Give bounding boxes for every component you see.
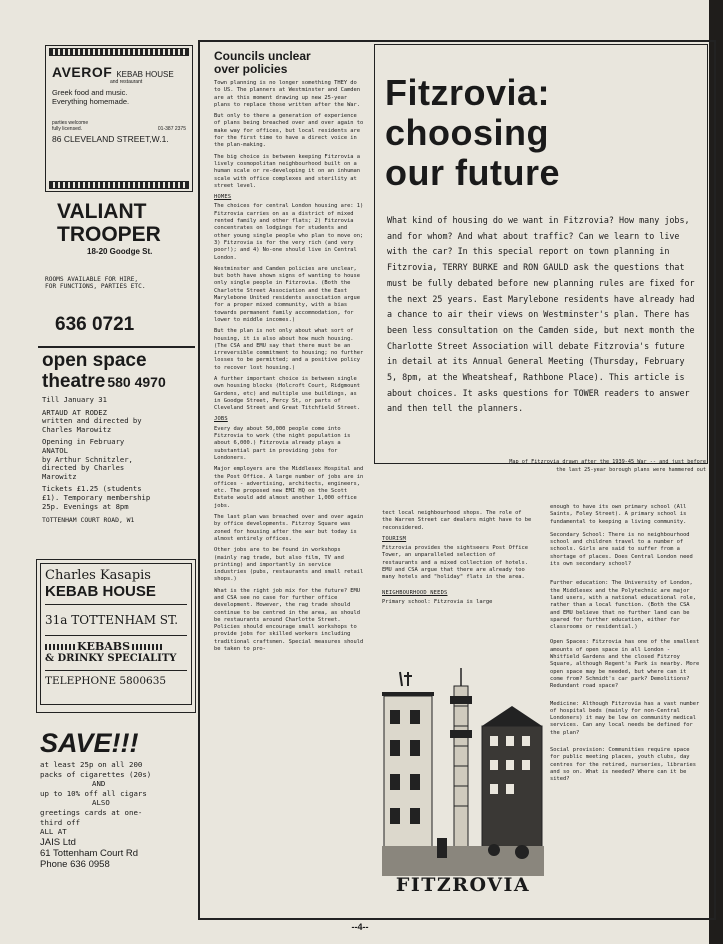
openspace-tickets3: 25p. Evenings at 8pm (42, 501, 129, 511)
save-l8: ALL AT (40, 827, 67, 837)
openspace-phone: 580 4970 (107, 374, 166, 390)
divider-1 (38, 346, 195, 348)
decorative-border-bottom (49, 181, 189, 189)
openspace-line1: open space (42, 350, 147, 371)
kasapis-spec2: & DRINKY SPECIALITY (45, 653, 177, 664)
averof-licensed: fully licensed. (52, 126, 83, 132)
openspace-show2: written and directed by (42, 416, 142, 426)
subhead-tourism: TOURISM (382, 535, 407, 542)
save-l7: third off (40, 817, 81, 827)
decorative-border-top (49, 48, 189, 56)
article-para: enough to have its own primary school (All Saints, Foley Street). A primary school is fundamental to keeping a living community. (550, 504, 687, 525)
openspace-show3: Charles Marowitz (42, 424, 112, 434)
kasapis-line1: Charles Kasapis (45, 568, 151, 583)
kasapis-address: 31a TOTTENHAM ST. (45, 613, 179, 627)
article-para: But the plan is not only about what sort of housing, it is also about how much housing. (The CSA and EMU say that there must be an irreversible commitment to housing; no further losses to be permitted; and a positive policy to recover lost housing.) (214, 328, 364, 371)
averof-phone: 01-387 2375 (157, 126, 186, 132)
article-para: A further important choice is between single own housing blocks (Holcroft Court, Ridgmount Gardens, etc) and multiple use buildings, as in Goodge Street, Percy St, or parts of Cleveland Street and Great Titchfield Street. (214, 375, 361, 412)
map-caption (380, 459, 706, 474)
averof-address: 86 CLEVELAND STREET,W.1. (52, 134, 169, 144)
openspace-tickets1: Tickets £1.25 (students (42, 484, 142, 494)
save-title: SAVE!!! (40, 728, 139, 758)
headline-1: Fitzrovia: (385, 72, 551, 113)
save-l1: at least 25p on all 200 (40, 760, 143, 769)
averof-name2: KEBAB HOUSE (116, 70, 174, 79)
valiant-address: 18-20 Goodge St. (87, 247, 153, 256)
article-para: Town planning is no longer something THEY do to US. The planners at Westminster and Camden are at this moment drawing up new 25-year plans to replace those written after the War. (214, 80, 361, 108)
street-drawing-icon (382, 666, 544, 876)
averof-parties: parties welcome (52, 120, 89, 126)
save-advert (40, 728, 195, 870)
save-l3: AND (92, 779, 106, 789)
fitzrovia-illustration (382, 666, 544, 906)
openspace-till: Till January 31 (42, 395, 107, 404)
caption-line-2: the last 25-year borough plans were hammered out (556, 466, 706, 473)
openspace-opening2: ANATOL (42, 445, 68, 455)
save-l9: JAIS Ltd (40, 836, 76, 848)
article-councils (214, 50, 364, 657)
valiant-rooms2: FOR FUNCTIONS, PARTIES ETC. (45, 283, 146, 290)
feature-box (374, 44, 708, 464)
save-l11: Phone 636 0958 (40, 858, 110, 870)
openspace-opening5: Marowitz (42, 471, 77, 481)
valiant-phone: 636 0721 (55, 314, 135, 335)
caption-line-1: Map of Fitzrovia drawn after the 1939-45 War -- and just before (509, 459, 706, 465)
article-para: The choices for central London housing are: 1) Fitzrovia carries on as a district of mixed rented family and other flats; 2) Fitzrovia concentrates on lodgings for students and other young single people who plan to move on; 3) Fitzrovia is for the very rich (and very poor!); and 4) No-one should live in Central London. (214, 203, 364, 261)
openspace-tickets2: £1). Temporary membership (42, 492, 151, 502)
valiant-trooper-advert (45, 200, 195, 336)
averof-name: AVEROF (52, 64, 113, 80)
article-para: Social provision: Communities require space for public meeting places, youth clubs, day centres for the retired, nurseries, libraries and so on. What is needed? Where can it be sited? (550, 747, 697, 783)
fitzrovia-banner: FITZROVIA (395, 874, 531, 896)
openspace-opening4: directed by Charles (42, 463, 125, 473)
save-l2: packs of cigarettes (20s) (40, 769, 152, 779)
page-number: --4-- (351, 922, 369, 932)
subhead-needs: NEIGHBOURHOOD NEEDS (382, 589, 448, 596)
article-para: Medicine: Although Fitzrovia has a vast number of hospital beds (mainly for non-Central Londoners) it may be low on community medical services. Can any local needs be defined for the plan? (550, 700, 700, 736)
averof-advert (45, 45, 193, 192)
article-title-1: Councils unclear (214, 49, 311, 63)
article-title-2: over policies (214, 62, 288, 76)
openspace-road: TOTTENHAM COURT ROAD, W1 (42, 516, 135, 525)
openspace-line2: theatre (42, 371, 106, 392)
kasapis-advert (36, 559, 196, 713)
averof-line2: Everything homemade. (52, 97, 130, 106)
article-para: Fitzrovia provides the sightseers Post Office Tower, an unparalleled selection of restaurants and a mixed collection of hotels. EMU and CSA argue that there are already too many hotels and "holiday" flats in the area. (382, 545, 529, 581)
headline-3: our future (385, 152, 560, 193)
column-middle (382, 510, 534, 610)
article-para: Secondary School: There is no neighbourhood school and children travel to a number of schools. Girls are said to suffer from a shortage of places. Does Central London need its own secondary school? (550, 531, 693, 568)
article-para: Open Spaces: Fitzrovia has one of the smallest amounts of open space in all London - Whitfield Gardens and the closed Fitzroy Square, although Regent's Park is nearby. More open space may be needed, but where can it come from? Schmidt's car park? Demolitions? Redundant road space? (550, 639, 700, 690)
article-para: The big choice is between keeping Fitzrovia a lively cosmopolitan neighbourhood built on a human scale or re-developing it on an inhuman scale with office complexes and sterility at street level. (214, 153, 361, 189)
averof-line1: Greek food and music. (52, 88, 128, 97)
kasapis-phone: TELEPHONE 5800635 (45, 675, 167, 687)
article-para: But only to there a generation of experience of plans being breached over and over again to make way for offices, but local residents are for the first time to have a direct voice in the plan-making. (214, 113, 364, 149)
subhead-jobs: JOBS (214, 416, 228, 423)
article-para: Other jobs are to be found in workshops (mainly rag trade, but also film, TV and printing) and importantly in service industries (pubs, restaurants and small retail shops.) (214, 547, 364, 583)
save-l5: ALSO (92, 798, 110, 808)
article-para: Further education: The University of London, the Middlesex and the Polytechnic are major land users, with a national educational role, rather than a local function. (Both the CSA and EMU believe that no further land can be spared for further education, either for classrooms or residential.) (550, 580, 697, 631)
article-para: Major employers are the Middlesex Hospital and the Post Office. A large number of jobs are in offices - advertising, architects, engineers, etc. The proposed new EMI HQ on the Scott Estate would add almost another 1,000 office jobs. (214, 466, 364, 509)
valiant-line2: TROOPER (57, 223, 161, 246)
save-l4: up to 10% off all cigars (40, 788, 147, 798)
valiant-rooms1: ROOMS AVAILABLE FOR HIRE, (45, 276, 139, 283)
valiant-line1: VALIANT (57, 200, 147, 223)
article-para: Primary school: Fitzrovia is large (382, 598, 493, 605)
column-right (550, 504, 700, 788)
averof-sub: and restaurant (110, 79, 143, 85)
headline-2: choosing (385, 112, 549, 153)
article-para: Westminster and Camden policies are unclear, but both have shown signs of wanting to house only single people in Fitzrovia. (Both the Charlotte Street Association and the East Marylebone United residents association argue for a proper mixed community, with a bias towards permanent family accommodation, for lower to middle incomes.) (214, 265, 361, 323)
openspace-opening3: by Arthur Schnitzler, (42, 454, 133, 464)
openspace-opening1: Opening in February (42, 437, 125, 447)
save-l10: 61 Tottenham Court Rd (40, 847, 139, 859)
save-l6: greetings cards at one- (40, 807, 143, 817)
article-para: Every day about 50,000 people come into Fitzrovia to work (the night population is about 6,000.) Fitzrovia already plays a substantial part in providing jobs for Londoners. (214, 425, 351, 461)
kasapis-spec1: KEBABS (77, 640, 131, 653)
article-para: The last plan was breached over and over again by office developments. Fitzroy Square was zoned for housing after the war but today is almost entirely offices. (214, 514, 364, 542)
feature-intro: What kind of housing do we want in Fitzrovia? How many jobs, and for whom? And what about traffic? Can we learn to live with the car? In this special report on town planning in Fitzrovia, TERRY BURKE and RON GAULD ask the questions that must be fully debated before new planning rules are fixed for the next 25 years. East Marylebone residents have already had a chance to air their views on Westminster's plan. There has been less consultation on the Camden side, but next month the Charlotte Street Association will debate Fitzrovia's future in detail at its Annual General Meeting (Thursday, February 5, 8pm, at the Wheatsheaf, Rathbone Place). This article is about choices. It asks questions for TOWER readers to answer and then tell the planners. (387, 215, 695, 414)
article-para: tect local neighbourhood shops. The role of the Warren Street car dealers might have to be reconsidered. (382, 510, 532, 531)
article-para: What is the right job mix for the future? EMU and CSA see no case for further office development. However, the rag trade should continue to be centred in the area, as should be restaurants around Charlotte Street. Policies should encourage small workshops to provide jobs for skilled workers including traditional craftsmen. Special measures should be taken to pro- (214, 587, 364, 653)
subhead-homes: HOMES (214, 194, 232, 201)
kasapis-line2: KEBAB HOUSE (45, 583, 156, 600)
open-space-advert (42, 350, 197, 525)
openspace-show1: ARTAUD AT RODEZ (42, 407, 107, 417)
